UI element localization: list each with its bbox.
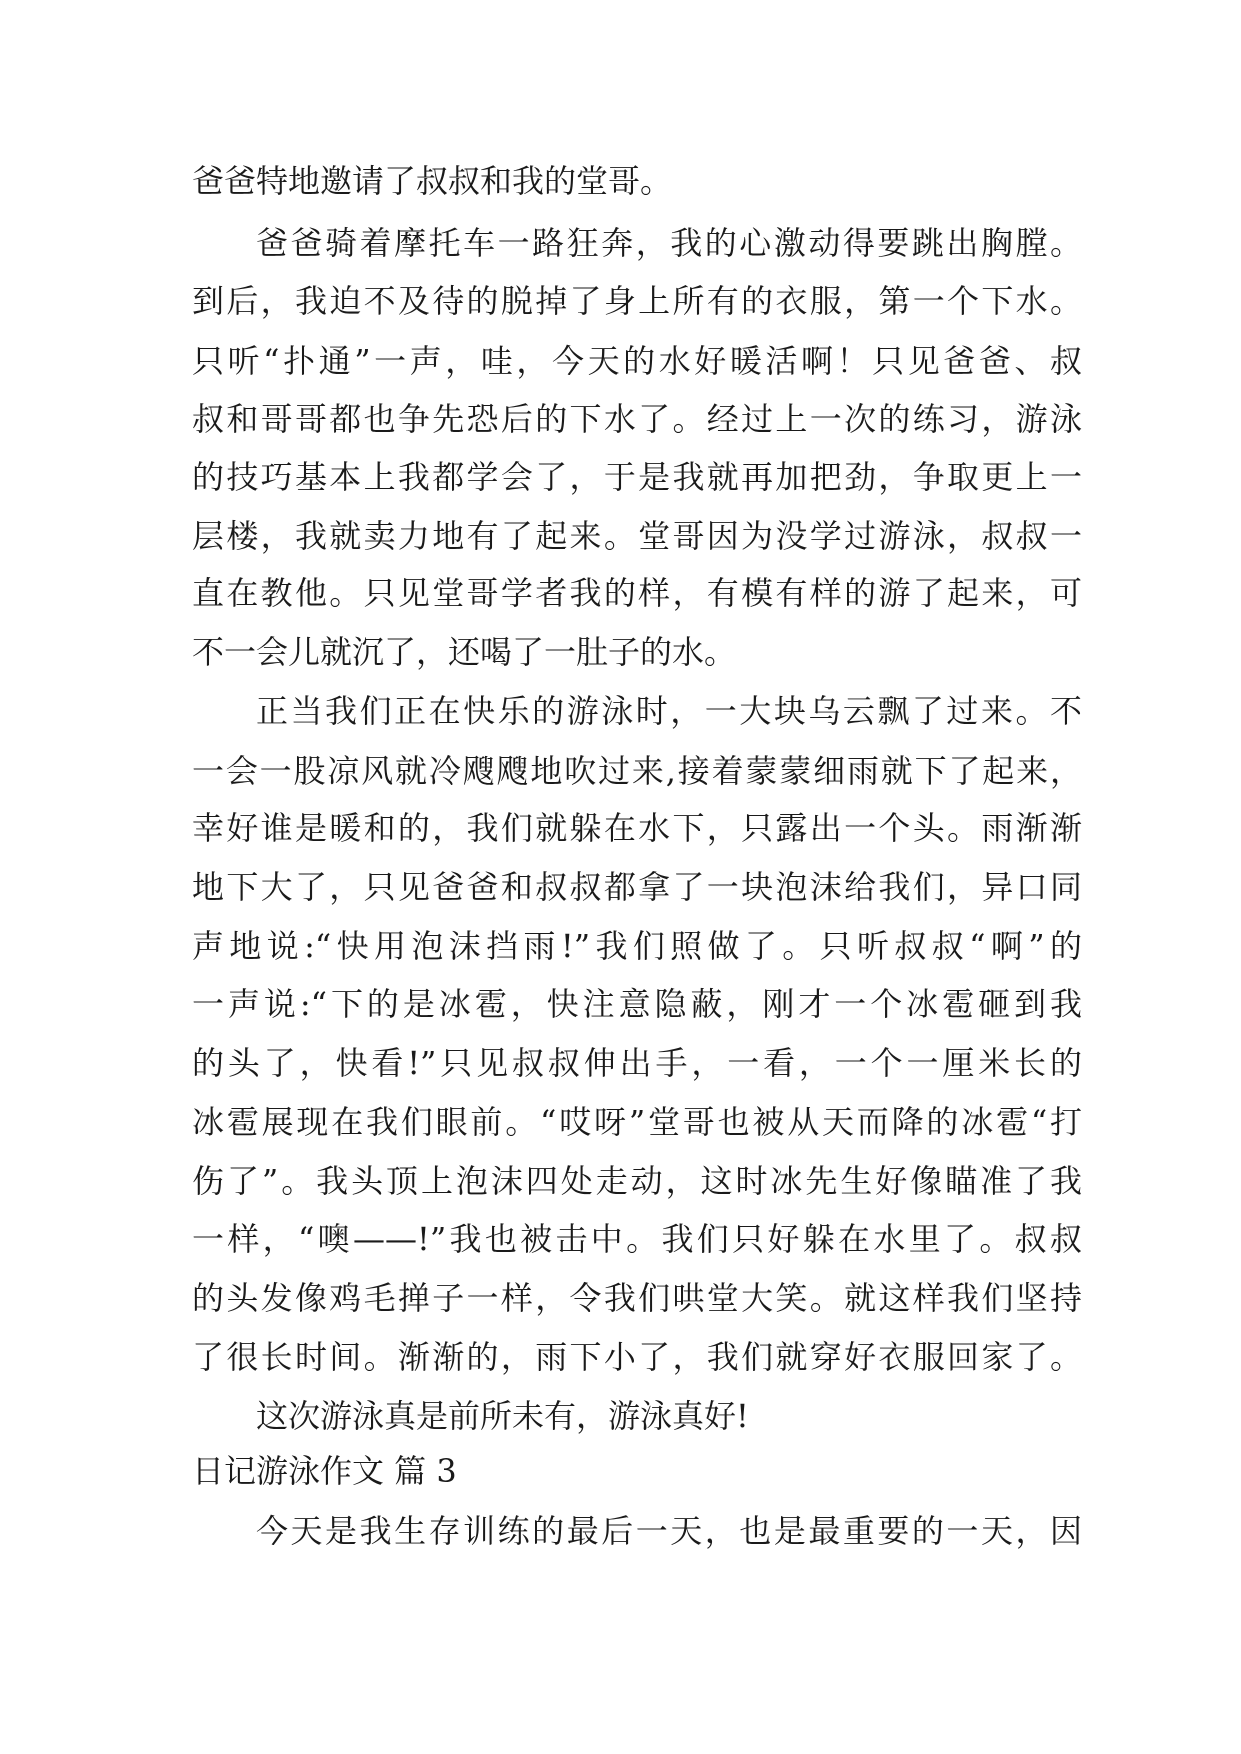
paragraph-line: 幸好谁是暖和的，我们就躲在水下，只露出一个头。雨渐渐: [192, 809, 1082, 847]
paragraph-line: 的技巧基本上我都学会了，于是我就再加把劲，争取更上一: [192, 458, 1082, 496]
paragraph-line: 只听“扑通”一声，哇，今天的水好暖活啊！只见爸爸、叔: [192, 342, 1082, 380]
paragraph-line: 叔和哥哥都也争先恐后的下水了。经过上一次的练习，游泳: [192, 400, 1082, 438]
paragraph-line: 地下大了，只见爸爸和叔叔都拿了一块泡沫给我们，异口同: [192, 868, 1082, 906]
paragraph-line: 直在教他。只见堂哥学者我的样，有模有样的游了起来，可: [192, 574, 1082, 612]
paragraph-line: 了很长时间。渐渐的，雨下小了，我们就穿好衣服回家了。: [192, 1338, 1082, 1376]
paragraph-line: 爸爸特地邀请了叔叔和我的堂哥。: [192, 162, 673, 200]
paragraph-line: 一会一股凉风就冷飕飕地吹过来,接着蒙蒙细雨就下了起来，: [192, 752, 1082, 790]
paragraph-line: 今天是我生存训练的最后一天，也是最重要的一天，因: [256, 1512, 1082, 1550]
section-heading: 日记游泳作文 篇 3: [192, 1452, 457, 1490]
paragraph-line: 伤了”。我头顶上泡沫四处走动，这时冰先生好像瞄准了我: [192, 1162, 1082, 1200]
paragraph-line: 正当我们正在快乐的游泳时，一大块乌云飘了过来。不: [256, 692, 1082, 730]
paragraph-line: 声地说:“快用泡沫挡雨!”我们照做了。只听叔叔“啊”的: [192, 927, 1082, 965]
paragraph-line: 爸爸骑着摩托车一路狂奔，我的心激动得要跳出胸膛。: [256, 224, 1082, 262]
paragraph-line: 的头发像鸡毛掸子一样，令我们哄堂大笑。就这样我们坚持: [192, 1279, 1082, 1317]
paragraph-line: 冰雹展现在我们眼前。“哎呀”堂哥也被从天而降的冰雹“打: [192, 1103, 1082, 1141]
paragraph-line: 一样，“噢——!”我也被击中。我们只好躲在水里了。叔叔: [192, 1220, 1082, 1258]
paragraph-line: 不一会儿就沉了，还喝了一肚子的水。: [192, 633, 737, 671]
paragraph-line: 层楼，我就卖力地有了起来。堂哥因为没学过游泳，叔叔一: [192, 517, 1082, 555]
paragraph-line: 的头了，快看!”只见叔叔伸出手，一看，一个一厘米长的: [192, 1044, 1082, 1082]
paragraph-line: 这次游泳真是前所未有，游泳真好!: [256, 1397, 749, 1435]
paragraph-line: 一声说:“下的是冰雹，快注意隐蔽，刚才一个冰雹砸到我: [192, 985, 1082, 1023]
paragraph-line: 到后，我迫不及待的脱掉了身上所有的衣服，第一个下水。: [192, 282, 1082, 320]
